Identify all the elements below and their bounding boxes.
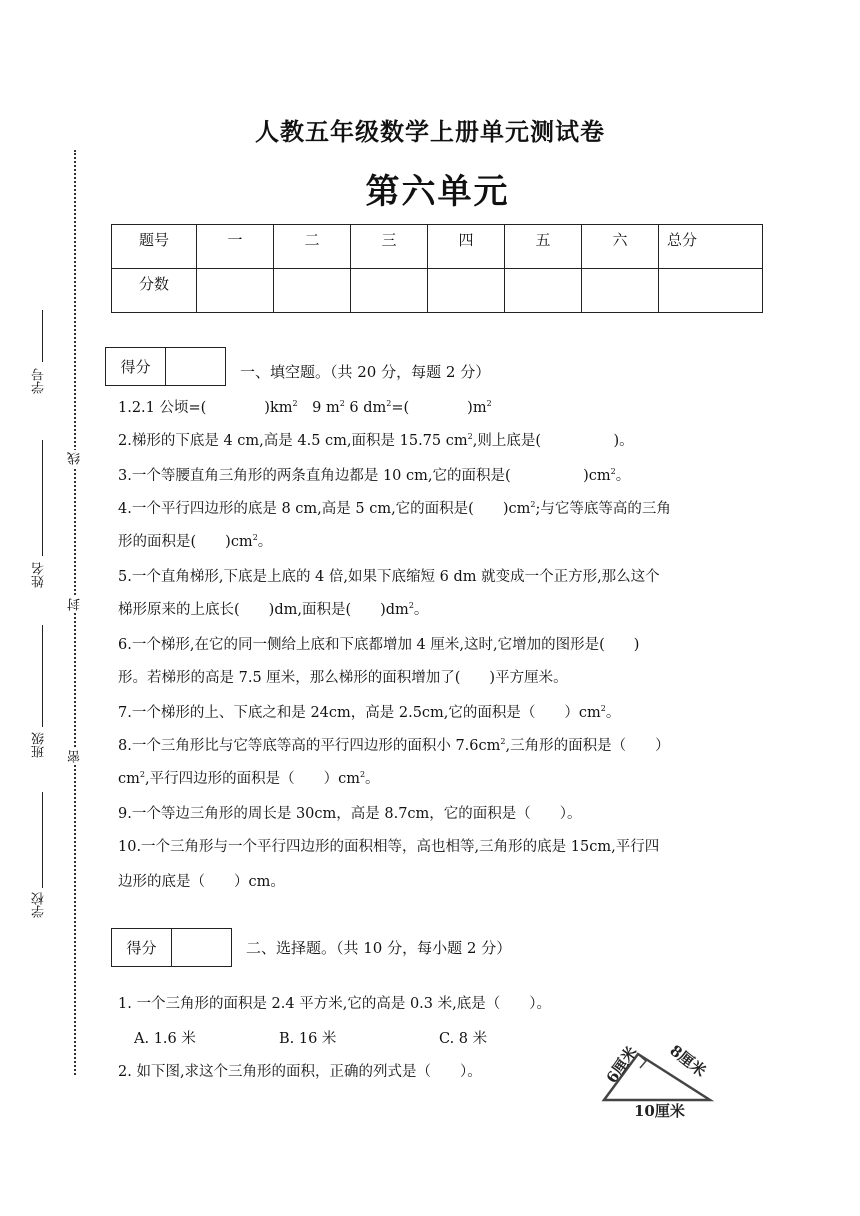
- score-table-cell: 总分: [659, 225, 763, 269]
- score-table-cell: 一: [197, 225, 274, 269]
- question-line: [118, 464, 630, 485]
- score-table-cell: 四: [428, 225, 505, 269]
- score-input-cell[interactable]: [274, 269, 351, 313]
- class-blank[interactable]: [42, 625, 43, 727]
- superscript: 2: [386, 399, 392, 408]
- section2-score-label: 得分: [112, 929, 172, 966]
- superscript: 2: [530, 500, 536, 509]
- question-text: 。: [257, 534, 273, 550]
- student-id-blank[interactable]: [42, 310, 43, 362]
- option-a[interactable]: A. 1.6 米: [134, 1031, 196, 1047]
- score-input-cell[interactable]: [197, 269, 274, 313]
- score-table-cell: 三: [351, 225, 428, 269]
- superscript: 2: [252, 533, 258, 542]
- superscript: 2: [408, 601, 414, 610]
- question-text: 5.一个直角梯形,下底是上底的 4 倍,如果下底缩短 6 dm 就变成一个正方形,那么这个: [118, 569, 660, 585]
- question-line: [118, 633, 639, 654]
- triangle-base-label: 10厘米: [634, 1102, 685, 1120]
- superscript: 2: [139, 770, 145, 779]
- question-line: [118, 666, 568, 687]
- question-line: [118, 701, 620, 722]
- name-blank[interactable]: [42, 440, 43, 556]
- question-line: [118, 396, 492, 417]
- question-text: 边形的底是（ ）cm。: [118, 874, 285, 890]
- triangle-right-label: 8厘米: [666, 1041, 710, 1081]
- section2-heading: 二、选择题。（共 10 分，每小题 2 分）: [246, 939, 512, 957]
- question-text: 。: [413, 602, 429, 618]
- question-line: [118, 429, 634, 450]
- section1-heading: 一、填空题。（共 20 分，每题 2 分）: [240, 363, 491, 381]
- superscript: 2: [486, 399, 492, 408]
- question-2-1: 1. 一个三角形的面积是 2.4 平方米,它的高是 0.3 米,底是（ ）。: [118, 996, 551, 1012]
- question-text: 4.一个平行四边形的底是 8 cm,高是 5 cm,它的面积是( )cm: [118, 501, 531, 517]
- question-line: [118, 802, 582, 823]
- section1-score-input[interactable]: [166, 348, 225, 385]
- question-line: [118, 598, 428, 619]
- binding-mark-seal: 封: [68, 598, 83, 611]
- school-blank[interactable]: [42, 792, 43, 888]
- question-text: ,平行四边形的面积是（ ）cm: [144, 771, 360, 787]
- question-text: 。: [365, 771, 380, 787]
- question-text: 2.梯形的下底是 4 cm,高是 4.5 cm,面积是 15.75 cm: [118, 433, 468, 449]
- question-text: 形的面积是( )cm: [118, 534, 253, 550]
- binding-label-class: 班级: [32, 732, 47, 758]
- question-text: 1.2.1 公顷=( )km: [118, 400, 293, 416]
- superscript: 2: [467, 432, 473, 441]
- section1-score-box: [105, 347, 226, 386]
- score-input-cell[interactable]: [659, 269, 763, 313]
- question-text: 3.一个等腰直角三角形的两条直角边都是 10 cm,它的面积是( )cm: [118, 468, 611, 484]
- score-table-cell: 五: [505, 225, 582, 269]
- triangle-left-label: 6厘米: [602, 1043, 641, 1087]
- question-text: ;与它等底等高的三角: [535, 501, 671, 517]
- question-text: 梯形原来的上底长( )dm,面积是( )dm: [118, 602, 409, 618]
- superscript: 2: [500, 737, 506, 746]
- score-table-cell: 题号: [112, 225, 197, 269]
- score-table-header-row: [112, 225, 763, 269]
- binding-label-name: 姓名: [32, 562, 47, 588]
- question-text: 9 m: [297, 400, 340, 416]
- question-text: 7.一个梯形的上、下底之和是 24cm，高是 2.5cm,它的面积是（ ）cm: [118, 705, 601, 721]
- score-input-cell[interactable]: [505, 269, 582, 313]
- superscript: 2: [600, 704, 606, 713]
- section1-score-label: 得分: [106, 348, 166, 385]
- question-2-2: 2. 如下图,求这个三角形的面积，正确的列式是（ ）。: [118, 1064, 482, 1080]
- score-table: [111, 224, 763, 313]
- question-text: 8.一个三角形比与它等底等高的平行四边形的面积小 7.6cm: [118, 738, 501, 754]
- question-line: [118, 835, 659, 856]
- binding-mark-line: 线: [68, 452, 83, 465]
- score-table-row-label: 分数: [112, 269, 197, 313]
- question-text: 6.一个梯形,在它的同一侧给上底和下底都增加 4 厘米,这时,它增加的图形是( ): [118, 637, 640, 653]
- score-table-cell: 六: [582, 225, 659, 269]
- question-text: 形。若梯形的高是 7.5 厘米，那么梯形的面积增加了( )平方厘米。: [118, 670, 568, 686]
- question-line: [118, 870, 285, 891]
- superscript: 2: [610, 467, 616, 476]
- question-text: ,三角形的面积是（ ）: [505, 738, 670, 754]
- question-line: [118, 734, 670, 755]
- question-line: [118, 767, 380, 788]
- page-title: 人教五年级数学上册单元测试卷: [255, 118, 605, 146]
- superscript: 2: [359, 770, 366, 779]
- score-input-cell[interactable]: [582, 269, 659, 313]
- binding-label-school: 学校: [32, 892, 47, 918]
- binding-label-student-id: 学号: [32, 368, 47, 394]
- question-text: 。: [615, 468, 631, 484]
- unit-subtitle: 第六单元: [365, 172, 510, 212]
- superscript: 2: [292, 399, 298, 408]
- score-table-score-row: [112, 269, 763, 313]
- score-input-cell[interactable]: [351, 269, 428, 313]
- question-text: =( )m: [391, 400, 487, 416]
- question-text: cm: [118, 771, 140, 787]
- section2-score-box: [111, 928, 232, 967]
- score-input-cell[interactable]: [428, 269, 505, 313]
- question-text: 9.一个等边三角形的周长是 30cm，高是 8.7cm，它的面积是（ ）。: [118, 806, 582, 822]
- option-b[interactable]: B. 16 米: [279, 1031, 337, 1047]
- question-text: ,则上底是( )。: [472, 433, 634, 449]
- score-table-cell: 二: [274, 225, 351, 269]
- binding-mark-secret: 密: [68, 750, 83, 763]
- question-line: [118, 497, 671, 518]
- section2-score-input[interactable]: [172, 929, 231, 966]
- question-text: 6 dm: [344, 400, 387, 416]
- option-c[interactable]: C. 8 米: [439, 1031, 488, 1047]
- question-line: [118, 530, 272, 551]
- question-text: 。: [605, 705, 621, 721]
- superscript: 2: [339, 399, 345, 408]
- question-text: 10.一个三角形与一个平行四边形的面积相等，高也相等,三角形的底是 15cm,平行四: [118, 839, 660, 855]
- question-line: [118, 565, 660, 586]
